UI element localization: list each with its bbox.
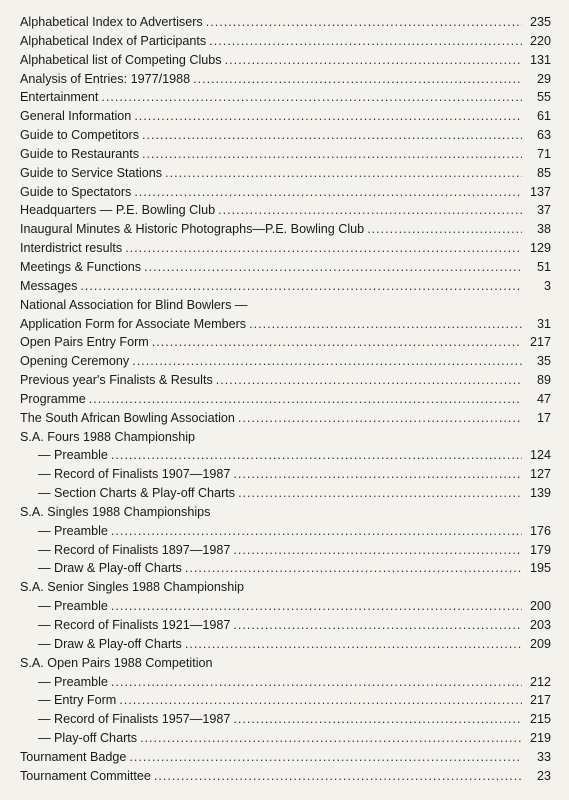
toc-page-number: 23 [536,768,551,783]
toc-entry-title [20,32,206,51]
toc-entry-text: Alphabetical list of Competing Clubs [20,52,222,67]
toc-entry [20,710,557,729]
toc-page-number: 220 [529,33,551,48]
toc-entry-text: Tournament Badge [20,749,127,764]
toc-page-number: 51 [536,259,551,274]
toc-entry-text: Record of Finalists 1907—1987 [54,467,231,482]
dot-leader [367,220,522,239]
toc-entry-text: Alphabetical Index of Participants [20,33,207,48]
toc-entry-title [20,333,149,352]
dot-leader [165,164,522,183]
toc-page-number: 31 [536,316,551,331]
toc-entry-text: Guide to Spectators [20,184,132,199]
toc-page-number: 215 [529,712,551,727]
toc-entry-text: Guide to Competitors [20,128,139,143]
toc-entry [20,164,557,183]
toc-entry-title [20,13,203,32]
dot-leader [140,729,522,748]
dot-leader [249,315,522,334]
toc-entry-text: Draw & Play-off Charts [54,561,182,576]
dot-leader [111,597,522,616]
toc-page-number: 139 [529,486,551,501]
toc-page-number: 33 [536,749,551,764]
sub-entry-dash: — [38,636,51,651]
dot-leader [134,107,522,126]
toc-page-number: 195 [529,561,551,576]
toc-entry-title [20,51,222,70]
toc-entry-text: Play-off Charts [54,731,138,746]
table-of-contents [20,13,557,786]
dot-leader [134,183,522,202]
toc-entry-text: Messages [20,278,78,293]
sub-entry-dash: — [38,731,51,746]
toc-page-number: 17 [536,410,551,425]
toc-entry-title [20,126,139,145]
dot-leader [233,710,522,729]
toc-entry-text: Preamble [54,599,108,614]
toc-entry [20,333,557,352]
toc-entry-title [20,654,213,673]
toc-entry-text: Application Form for Associate Members [20,316,247,331]
toc-entry-title [20,409,235,428]
toc-entry [20,51,557,70]
toc-entry-text: S.A. Singles 1988 Championships [20,504,211,519]
toc-entry [20,409,557,428]
dot-leader [152,333,522,352]
dot-leader [233,616,522,635]
sub-entry-dash: — [38,448,51,463]
dot-leader [154,767,522,786]
toc-entry-text: Guide to Service Stations [20,165,163,180]
dot-leader [89,390,522,409]
toc-entry [20,352,557,371]
toc-entry-title [20,145,139,164]
toc-entry-text: Inaugural Minutes & Historic Photographs—P.E. Bowling Club [20,222,365,237]
dot-leader [111,673,522,692]
dot-leader [119,691,522,710]
toc-entry-title [20,183,131,202]
toc-entry-text: S.A. Open Pairs 1988 Competition [20,655,213,670]
toc-page-number: 47 [536,391,551,406]
toc-entry-text: Opening Ceremony [20,354,130,369]
toc-entry-title [20,88,98,107]
toc-entry-text: Record of Finalists 1957—1987 [54,712,231,727]
toc-entry [20,126,557,145]
toc-page-number: 235 [529,15,551,29]
toc-entry-text: Analysis of Entries: 1977/1988 [20,71,191,86]
toc-entry-text: The South African Bowling Association [20,410,235,425]
toc-section-heading [20,578,557,597]
dot-leader [185,635,522,654]
toc-entry [20,107,557,126]
toc-entry [20,390,557,409]
toc-entry-title [20,748,126,767]
toc-section-heading [20,654,557,673]
toc-page-number: 61 [536,109,551,124]
toc-entry-title [38,710,230,729]
dot-leader [206,13,522,32]
toc-entry-text: Entertainment [20,90,99,105]
toc-entry-text: Tournament Committee [20,768,151,783]
toc-entry-text: S.A. Senior Singles 1988 Championship [20,580,245,595]
dot-leader [144,258,522,277]
toc-entry-title [20,767,151,786]
toc-entry [20,446,557,465]
toc-entry [20,673,557,692]
sub-entry-dash: — [38,674,51,689]
toc-page-number: 127 [529,467,551,482]
dot-leader [111,522,522,541]
dot-leader [225,51,522,70]
toc-entry [20,70,557,89]
toc-page-number: 129 [529,241,551,256]
toc-page-number: 35 [536,354,551,369]
toc-entry-title [20,277,77,296]
sub-entry-dash: — [38,467,51,482]
toc-entry-text: Section Charts & Play-off Charts [54,486,236,501]
toc-entry-title [20,428,195,447]
toc-entry-title [20,258,141,277]
toc-entry [20,239,557,258]
toc-entry-title [20,201,215,220]
toc-page-number: 89 [536,373,551,388]
toc-entry-text: Record of Finalists 1897—1987 [54,542,231,557]
toc-entry-title [20,503,210,522]
dot-leader [132,352,522,371]
sub-entry-dash: — [38,712,51,727]
toc-page-number: 29 [536,71,551,86]
toc-entry-text: Open Pairs Entry Form [20,335,149,350]
toc-entry-title [38,729,137,748]
toc-entry [20,32,557,51]
toc-entry-title [38,446,108,465]
toc-section-heading [20,296,557,315]
toc-entry-title [38,541,230,560]
toc-entry-text: Draw & Play-off Charts [54,636,182,651]
toc-entry [20,277,557,296]
toc-entry-text: Previous year's Finalists & Results [20,373,213,388]
toc-entry-title [20,164,162,183]
toc-entry-text: Record of Finalists 1921—1987 [54,618,231,632]
dot-leader [209,32,522,51]
dot-leader [80,277,522,296]
toc-entry-title [20,220,364,239]
toc-entry [20,597,557,616]
dot-leader [193,70,522,89]
dot-leader [233,465,522,484]
toc-entry-text: Preamble [54,523,108,538]
toc-page-number: 176 [529,523,551,538]
toc-entry-title [38,597,108,616]
toc-entry [20,729,557,748]
toc-entry-text: National Association for Blind Bowlers — [20,297,248,312]
toc-entry-title [38,484,235,503]
dot-leader [111,446,522,465]
toc-page-number: 38 [536,222,551,237]
toc-page-number: 124 [529,448,551,463]
toc-entry-title [20,315,246,334]
toc-entry [20,88,557,107]
toc-page-number: 55 [536,90,551,105]
toc-entry-title [38,616,230,635]
dot-leader [233,541,522,560]
sub-entry-dash: — [38,523,51,538]
toc-entry-text: Preamble [54,674,108,689]
sub-entry-dash: — [38,599,51,614]
toc-entry [20,767,557,786]
toc-entry-title [20,239,122,258]
toc-entry-text: Headquarters — P.E. Bowling Club [20,203,216,218]
toc-entry [20,371,557,390]
toc-entry-text: Programme [20,391,86,406]
toc-entry-title [20,578,244,597]
toc-entry [20,465,557,484]
toc-entry [20,616,557,635]
toc-entry-title [20,352,129,371]
toc-entry-title [38,691,116,710]
dot-leader [185,559,522,578]
sub-entry-dash: — [38,618,51,632]
toc-entry [20,220,557,239]
dot-leader [238,409,522,428]
toc-entry [20,691,557,710]
dot-leader [142,145,522,164]
toc-entry-title [38,522,108,541]
toc-entry-text: Preamble [54,448,108,463]
sub-entry-dash: — [38,561,51,576]
dot-leader [129,748,522,767]
toc-entry-title [20,296,248,315]
toc-entry [20,13,557,32]
toc-page-number: 200 [529,599,551,614]
toc-entry [20,748,557,767]
toc-entry-text: Alphabetical Index to Advertisers [20,15,203,29]
toc-entry-text: Entry Form [54,693,117,708]
toc-page-number: 203 [529,618,551,632]
toc-entry [20,315,557,334]
toc-page-number: 219 [529,731,551,746]
toc-entry [20,145,557,164]
dot-leader [238,484,522,503]
dot-leader [101,88,522,107]
sub-entry-dash: — [38,693,51,708]
toc-page-number: 63 [536,128,551,143]
dot-leader [142,126,522,145]
toc-entry [20,484,557,503]
dot-leader [216,371,522,390]
toc-entry [20,541,557,560]
sub-entry-dash: — [38,542,51,557]
toc-entry-text: Interdistrict results [20,241,123,256]
toc-entry-text: S.A. Fours 1988 Championship [20,429,196,444]
toc-entry [20,258,557,277]
toc-page-number: 179 [529,542,551,557]
toc-section-heading [20,503,557,522]
toc-entry-title [38,673,108,692]
toc-entry-title [20,371,213,390]
toc-page-number: 3 [543,278,551,293]
toc-page-number: 209 [529,636,551,651]
toc-entry-text: Guide to Restaurants [20,146,140,161]
toc-page-number: 131 [529,52,551,67]
toc-entry [20,201,557,220]
toc-page-number: 212 [529,674,551,689]
toc-entry-title [38,559,182,578]
toc-page-number: 217 [529,335,551,350]
dot-leader [218,201,522,220]
toc-entry-title [20,70,190,89]
toc-entry-title [20,107,131,126]
toc-page-number: 71 [536,146,551,161]
toc-entry [20,522,557,541]
toc-page-number: 137 [529,184,551,199]
toc-entry-title [20,390,86,409]
toc-page-number: 217 [529,693,551,708]
toc-entry [20,183,557,202]
toc-entry-text: Meetings & Functions [20,259,142,274]
toc-entry [20,559,557,578]
sub-entry-dash: — [38,486,51,501]
toc-section-heading [20,428,557,447]
toc-entry-text: General Information [20,109,132,124]
toc-page-number: 85 [536,165,551,180]
toc-entry-title [38,465,230,484]
toc-entry [20,635,557,654]
toc-page-number: 37 [536,203,551,218]
toc-entry-title [38,635,182,654]
dot-leader [125,239,522,258]
